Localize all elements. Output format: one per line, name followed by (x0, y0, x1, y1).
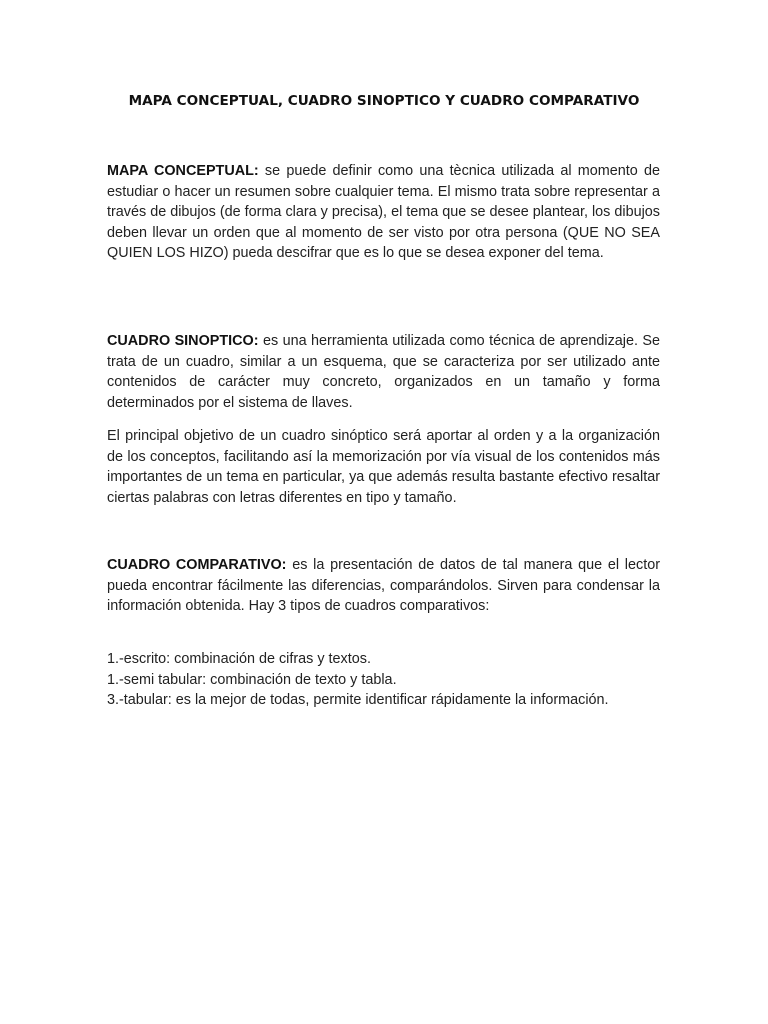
term-mapa-conceptual: MAPA CONCEPTUAL: (107, 163, 259, 179)
list-item: 1.-escrito: combinación de cifras y textos. (107, 651, 371, 667)
page-title: MAPA CONCEPTUAL, CUADRO SINOPTICO Y CUADRO COMPARATIVO (128, 93, 640, 109)
paragraph-objetivo-sinoptico (107, 426, 660, 508)
list-item: 1.-semi tabular: combinación de texto y tabla. (107, 671, 397, 688)
text-mapa-conceptual: se puede definir como una tècnica utilizada al momento de estudiar o hacer un resumen sobre cualquier tema. El mismo trata sobre representar a través de dibujos (de forma clara y precisa), el tema que se desee plantear, los dibujos deben llevar un orden que al momento de ser visto por otra persona (QUE NO SEA QUIEN LOS HIZO) pueda descifrar que es lo que se desea exponer del tema. (107, 163, 660, 262)
paragraph-cuadro-sinoptico (107, 331, 660, 413)
text-cuadro-sinoptico: es una herramienta utilizada como técnica de aprendizaje. Se trata de un cuadro, similar a un esquema, que se caracteriza por ser utilizado ante contenidos de carácter muy concreto, organizados en un tamaño y forma determinados por el sistema de llaves. (107, 333, 661, 411)
paragraph-cuadro-comparativo (107, 555, 660, 617)
list-item: 3.-tabular: es la mejor de todas, permite identificar rápidamente la información. (107, 692, 609, 709)
text-cuadro-comparativo: es la presentación de datos de tal manera que el lector pueda encontrar fácilmente las diferencias, comparándolos. Sirven para condensar la información obtenida. Hay 3 tipos de cuadros comparativos: (107, 557, 660, 615)
comparative-types-list (107, 649, 667, 711)
term-cuadro-sinoptico: CUADRO SINOPTICO: (107, 333, 259, 349)
term-cuadro-comparativo: CUADRO COMPARATIVO: (107, 557, 287, 573)
paragraph-mapa-conceptual (107, 161, 660, 264)
text-objetivo-sinoptico: El principal objetivo de un cuadro sinóptico será aportar al orden y a la organización de los conceptos, facilitando así la memorización por vía visual de los contenidos más importantes de un tema en particular, ya que además resulta bastante efectivo resaltar ciertas palabras con letras diferentes en tipo y tamaño. (107, 428, 660, 506)
